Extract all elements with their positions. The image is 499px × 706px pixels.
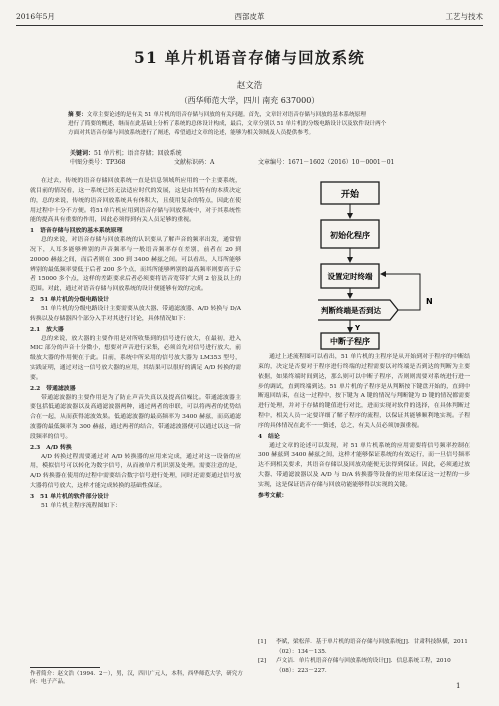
body-paragraph: 在过去，传统的语音存储回放系统一直是信息领域所应用的一个主要系统，就目前的情况看，这一系统已经无法适应时代的发展，这是由其特有的本质决定的，总的来说，传统的语音回放系统具有体积大，且使用复杂的特点，因此在使用过程中十分不方便。将51单片机应用到语音存储与回放系统中，对于其系统性能的提高具有重要的作用，因此必须得到有关人员足够的重视。 (30, 178, 241, 224)
document-code: 文献标识码：A (174, 159, 215, 166)
body-paragraph: 51 单片机主程序流程图如下： (41, 502, 122, 509)
flow-yes-label: Y (355, 324, 361, 332)
article-number: 文章编号：1671－1602（2016）10－0001－01 (258, 159, 395, 166)
page-number: 1 (456, 682, 461, 690)
reference-number: [1] (258, 639, 267, 645)
paper-title: 51 单片机语音存储与回放系统 (134, 48, 365, 67)
section-heading: 1 语音存储与回放的基本系统原理 (30, 227, 123, 235)
keywords (70, 148, 182, 157)
body-paragraph: 总的来说，对语音存储与回放系统的认识要从了解声音的频率出发，通常情况下，人耳多能够辨别的声音频率与一般语音频率存在差别，前者在 20 到 20000 赫兹之间，而后者则在 300 到 3400 赫兹之间。可以看出，人耳所能够辨别的最低频率要低于后者 200 多个点，而其所能够辨别的最高频率则要高于后者 15000 多个点，这样的差距要求后者必须要将语音宽带扩大到 2 倍及以上的范围。对此，通过对语音存储与回放系统的设计便能够有效的完成。 (30, 237, 241, 293)
keywords-label: 关键词： (70, 150, 95, 157)
author-affiliation: （西华师范大学，四川 南充 637000） (179, 96, 320, 105)
main-flowchart (318, 180, 478, 350)
footnote-rule (30, 667, 100, 668)
reference-text: 李斌，梁松萍．基于单片机的语音存储与回放系统[J]．甘肃科技纵横，2011（02）：134－135． (276, 639, 468, 655)
keywords-text: 51 单片机；语音存储；回放系统 (94, 150, 182, 157)
flow-loop-no (381, 274, 420, 310)
running-header (16, 11, 483, 23)
header-section: 工艺与技术 (445, 12, 483, 21)
right-column (258, 353, 470, 501)
flow-node-start-label: 开始 (340, 190, 360, 200)
section-heading: 4 结论 (258, 432, 280, 440)
abstract-line: 方面对其语音存储与回放系统进行了阐述，希望通过文章的论述，能够为相关领域及人员提供参考。 (68, 129, 315, 136)
body-paragraph: 51 单片机的分级电路设计主要需要从放大器、带通滤波器、A/D 转换与 D/A 转换以及存储器四个部分入手对其进行讨论，具体情况如下： (30, 305, 241, 322)
header-journal: 西部皮革 (234, 12, 265, 21)
body-paragraph: 通过上述流程图可以看出，51 单片机的主程序是从开始到对于程序的中断结束的，决定是否要对于程序进行终端的过程需要以对终端是否到达的判断为主要依据，如果终端时间到达，那么则可以中断子程序，否则则需要对系统进行进一步的调试，直到终端到达。51 单片机的子程序是从判断按下键盘开始的，直到中断返回结束，在这一过程中，按下键为 A 键的情况与判断键为 D 键的情况都需要进行处理，并对于存储的键值进行对比，进而实现对软件的选择，在具体判断过程中，相关人员一定要详细了解子程序的流程，以保证其能够顺利地实现。子程序的具体情况在此不一一赘述，总之，有关人员必须加强重视。 (258, 354, 470, 429)
section-heading: 2 51 单片机的分级电路设计 (30, 296, 110, 304)
author-name: 赵文浩 (236, 81, 263, 91)
header-rule (16, 25, 483, 26)
flow-node-timer-label: 设置定时终端 (327, 272, 373, 281)
author-footnote: 作者简介：赵文浩（1994．2－），男，汉，四川广元人，本科，西华师范大学，研究方向：电子产品。 (30, 671, 243, 685)
flow-no-label: N (426, 297, 433, 306)
reference-text: 卢文洁．单片机语音存储与回放系统的设计[J]．信息系统工程，2010（08）：223－227． (276, 658, 451, 674)
flow-node-decision-label: 判断终端是否到达 (321, 306, 381, 315)
section-heading: 参考文献： (258, 491, 288, 499)
left-column (30, 177, 241, 512)
body-paragraph: 总的来说，放大器的主要作用是对所收集到的信号进行放大，在最初，进入 MIC 部分的声音十分微小，想要对声音进行采集，必须首先对信号进行放大，前级放大器的作用便在于此。目前，系统中所采用的信号放大器为 LM353 型号，实践证明，通过对这一信号放大器的应用，其结果可以很好的满足 A/D 转换的需要。 (30, 335, 241, 381)
abstract-line: 进行了简要的概述，继而在此基础上分析了系统的总体设计构成，最后，文章分别以 51 单片机的分级电路设计以及软件设计两个 (68, 120, 387, 127)
body-paragraph: 通过文章的论述可以发现，对 51 单片机系统的应用需要将信号频率控制在 300 赫兹到 3400 赫兹之间，这样才能够保证系统的有效运行，而一旦信号频率达不到相关要求，其语音存储以及回放功能便无法得到保证。因此，必须通过放大器、带通滤波器以及 A/D 与 D/A 转换器等设备的应用来保证这一过程的一步实现，这是保证语音存储与回放功能能够得以实现的关键。 (258, 442, 470, 488)
header-date: 2016年5月 (16, 12, 55, 21)
flow-node-init-label: 初始化程序 (330, 231, 370, 240)
clc-number: 中图分类号：TP368 (70, 159, 126, 166)
flow-node-interrupt-label: 中断子程序 (330, 337, 370, 346)
abstract-line: 文章主要论述的是有关 51 单片机的语音存储与回放的有关问题。首先，文章针对语音存储与回放的基本系统原理 (86, 112, 366, 118)
subsection-heading: 2.1 放大器 (30, 325, 64, 333)
section-heading: 3 51 单片机的软件部分设计 (30, 493, 110, 500)
abstract-label: 摘 要： (68, 112, 87, 118)
subsection-heading: 2.2 带通滤波器 (30, 384, 76, 392)
abstract-block (68, 111, 440, 138)
subsection-heading: 2.3 A/D 转换 (30, 443, 72, 451)
body-paragraph: 带通滤波器的主要作用是为了防止声音失真以及提高信噪比。带通滤波器主要包括低通滤波器以及高通滤波器两种，通过两者的串联，可以将两者的优势结合在一起，从而获得滤波效果。低通滤波器的最高频率为 3400 赫兹，而高通滤波器的最低频率为 300 赫兹，通过两者的结合，带通滤波器便可以通过以这一阶段频率的信号。 (30, 394, 241, 440)
reference-number: [2] (258, 658, 267, 664)
body-paragraph: A/D 转换过程需要通过对 A/D 转换器的应用来完成，通过对这一设备的应用，模拟信号可以转化为数字信号，从而被单片机识别及处理。需要注意的是，A/D 转换器在使用的过程中需要结合数字信号进行处理，同时还需要通过信号放大器将信号放大，这样才能完成转换的基础性保证。 (30, 453, 241, 490)
